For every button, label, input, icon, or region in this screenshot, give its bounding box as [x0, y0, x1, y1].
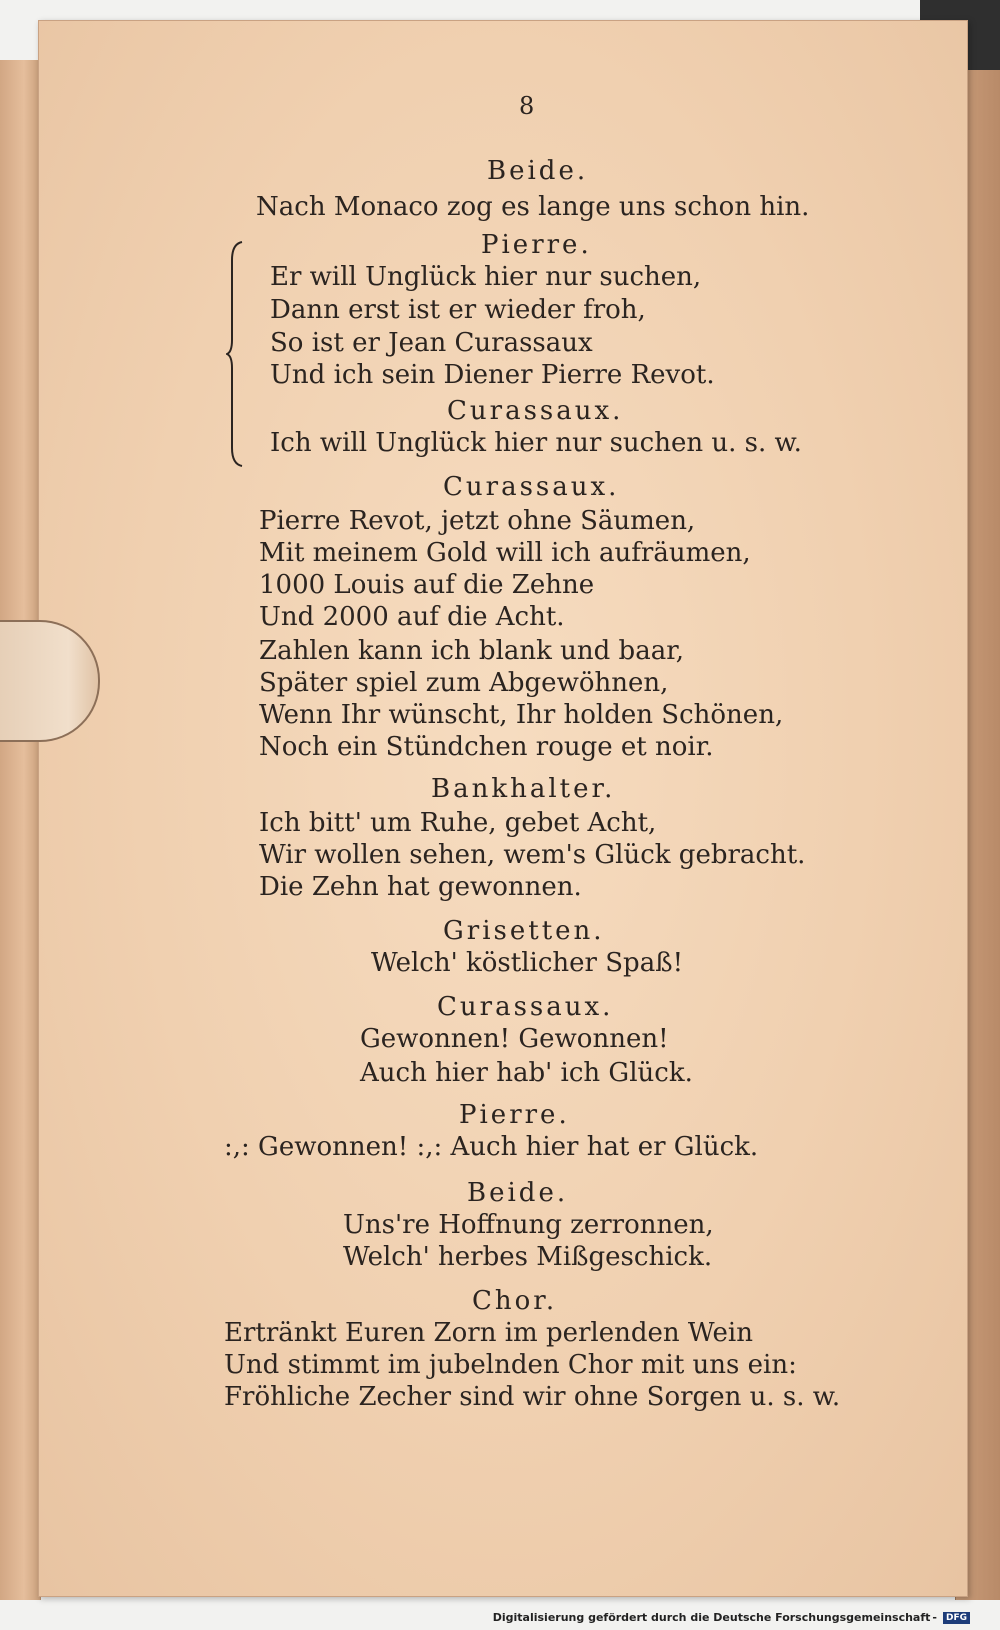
- verse-line: Nach Monaco zog es lange uns schon hin.: [256, 192, 810, 222]
- verse-line: Wenn Ihr wünscht, Ihr holden Schönen,: [259, 700, 784, 730]
- verse-line: Und ich sein Diener Pierre Revot.: [270, 360, 715, 390]
- verse-line: Und stimmt im jubelnden Chor mit uns ein:: [224, 1350, 797, 1380]
- credit-text: Digitalisierung gefördert durch die Deutsche Forschungsgemeinschaft: [492, 1611, 931, 1624]
- verse-line: Ertränkt Euren Zorn im perlenden Wein: [224, 1318, 753, 1348]
- verse-line: Später spiel zum Abgewöhnen,: [259, 668, 669, 698]
- verse-line: Und 2000 auf die Acht.: [259, 602, 565, 632]
- dfg-logo-icon: DFG: [943, 1612, 970, 1624]
- verse-line: Welch' köstlicher Spaß!: [371, 948, 684, 978]
- speaker-name: Grisetten.: [443, 916, 605, 946]
- verse-line: Dann erst ist er wieder froh,: [270, 295, 646, 325]
- verse-line: Pierre Revot, jetzt ohne Säumen,: [259, 506, 696, 536]
- verse-line: Ich bitt' um Ruhe, gebet Acht,: [259, 808, 657, 838]
- verse-line: Mit meinem Gold will ich aufräumen,: [259, 538, 751, 568]
- page-number: 8: [519, 92, 535, 120]
- verse-line: 1000 Louis auf die Zehne: [259, 570, 595, 600]
- verse-line: :,: Gewonnen! :,: Auch hier hat er Glück.: [224, 1132, 759, 1162]
- speaker-name: Pierre.: [481, 230, 592, 260]
- verse-line: Die Zehn hat gewonnen.: [259, 872, 582, 902]
- speaker-name: Chor.: [472, 1286, 558, 1316]
- verse-line: Fröhliche Zecher sind wir ohne Sorgen u. s. w.: [224, 1382, 841, 1412]
- verse-line: Wir wollen sehen, wem's Glück gebracht.: [259, 840, 806, 870]
- speaker-name: Curassaux.: [437, 992, 614, 1022]
- verse-line: Zahlen kann ich blank und baar,: [259, 636, 685, 666]
- speaker-name: Bankhalter.: [431, 774, 616, 804]
- verse-line: Welch' herbes Mißgeschick.: [343, 1242, 713, 1272]
- verse-line: Gewonnen! Gewonnen!: [360, 1024, 669, 1054]
- verse-line: Noch ein Stündchen rouge et noir.: [259, 732, 714, 762]
- previous-page-edge: [0, 60, 41, 1600]
- verse-line: Ich will Unglück hier nur suchen u. s. w.: [270, 428, 802, 458]
- speaker-name: Pierre.: [459, 1100, 570, 1130]
- digitization-credit: Digitalisierung gefördert durch die Deutsche Forschungsgemeinschaft - DFG: [493, 1611, 970, 1624]
- speaker-name: Beide.: [467, 1178, 569, 1208]
- verse-line: Auch hier hab' ich Glück.: [360, 1058, 693, 1088]
- speaker-name: Curassaux.: [447, 396, 624, 426]
- speaker-name: Beide.: [487, 156, 589, 186]
- brace-bracket: [226, 240, 244, 468]
- verse-line: Er will Unglück hier nur suchen,: [270, 262, 702, 292]
- verse-line: Uns're Hoffnung zerronnen,: [343, 1210, 714, 1240]
- verse-line: So ist er Jean Curassaux: [270, 328, 593, 358]
- speaker-name: Curassaux.: [443, 472, 620, 502]
